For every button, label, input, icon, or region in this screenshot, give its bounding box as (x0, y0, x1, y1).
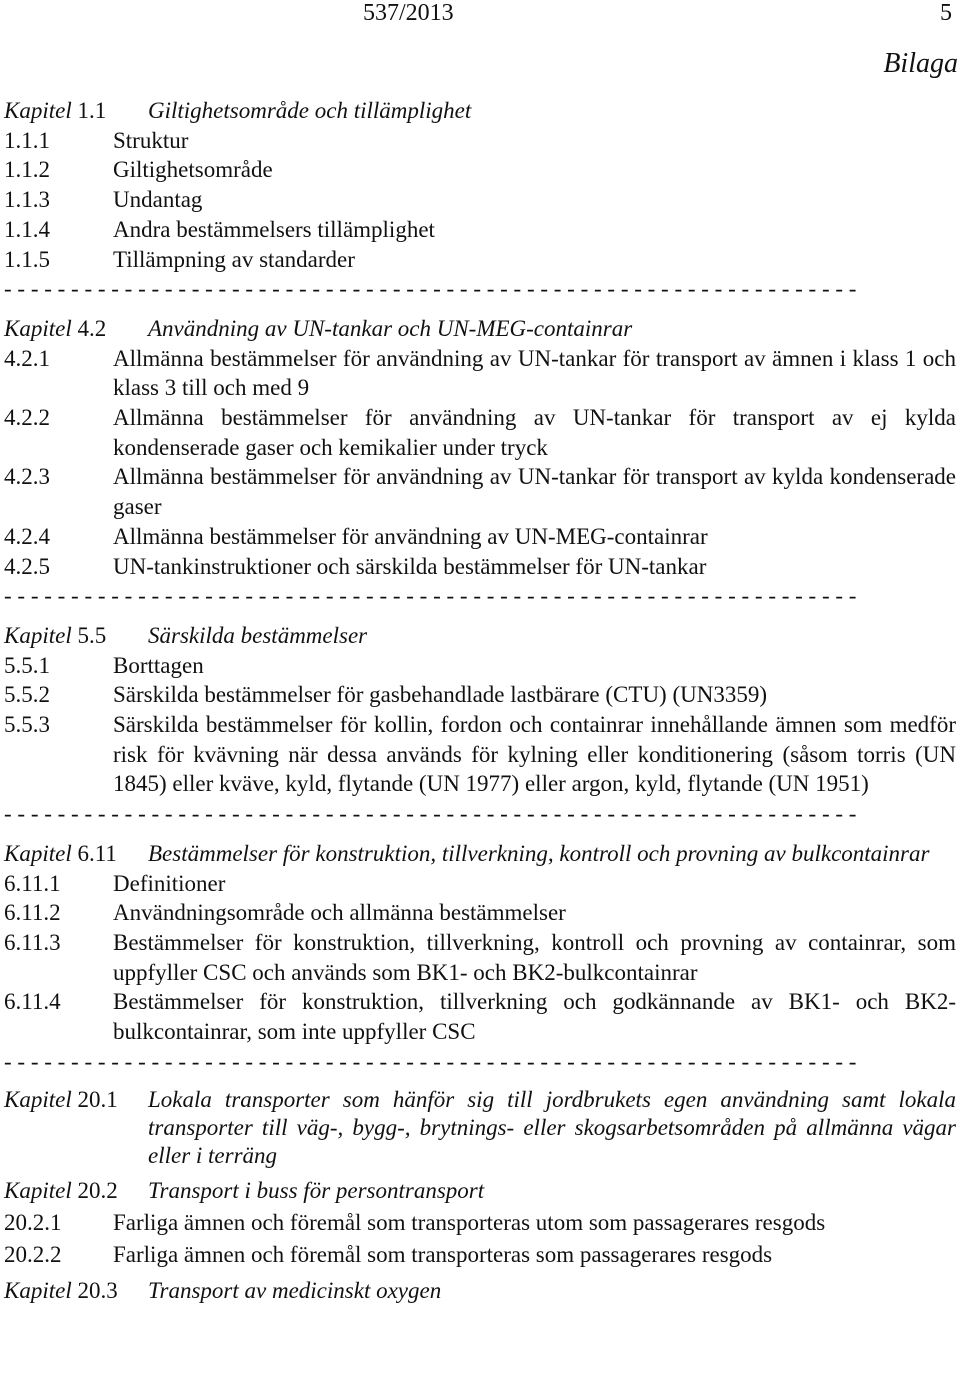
chapter-label: Kapitel (4, 1178, 72, 1204)
chapter-title: Lokala transporter som hänför sig till jordbrukets egen användning samt lokala transporter till väg-, bygg-, brytnings- eller skogsarbetsområden på allmänna vägar eller i terräng (148, 1087, 956, 1169)
section-chapter-5-5 (4, 621, 956, 829)
item-number: 4.2.3 (4, 464, 50, 490)
document-number: 537/2013 (363, 0, 454, 26)
item-text: Särskilda bestämmelser för gasbehandlade lastbärare (CTU) (UN3359) (113, 682, 767, 708)
item-text: Tillämpning av standarder (113, 246, 355, 272)
list-item (4, 126, 956, 156)
item-text: Allmänna bestämmelser för användning av UN-tankar för transport av kylda kondenserade gaser (113, 464, 956, 520)
list-item (4, 987, 956, 1046)
spacer (4, 611, 956, 621)
item-number: 1.1.5 (4, 246, 50, 272)
list-item (4, 1208, 956, 1238)
chapter-title: Användning av UN-tankar och UN-MEG-containrar (148, 315, 633, 341)
chapter-heading (4, 1086, 956, 1170)
chapter-number: 5.5 (77, 622, 107, 648)
chapter-heading (4, 1276, 956, 1306)
chapter-title: Transport av medicinskt oxygen (148, 1277, 442, 1303)
item-number: 5.5.2 (4, 682, 50, 708)
list-item (4, 928, 956, 987)
item-number: 1.1.3 (4, 187, 50, 213)
dashed-separator: - - - - - - - - - - - - - - - - - - - - - - - - - - - - - - - - - - - - - - - - - - - - - - - - - - - - - - - - - - - - - - - - (4, 801, 857, 827)
list-item (4, 522, 956, 552)
chapter-title: Giltighetsområde och tillämplighet (148, 98, 472, 123)
chapter-number: 6.11 (77, 840, 117, 866)
item-text: Allmänna bestämmelser för användning av UN-tankar för transport av ej kylda kondenserade gaser och kemikalier under tryck (113, 405, 956, 460)
chapter-label: Kapitel (4, 1277, 72, 1303)
section-chapter-6-11 (4, 839, 956, 1077)
chapter-heading (4, 839, 956, 869)
dashed-separator: - - - - - - - - - - - - - - - - - - - - - - - - - - - - - - - - - - - - - - - - - - - - - - - - - - - - - - - - - - - - - - - - (4, 583, 857, 609)
chapter-label: Kapitel (4, 840, 72, 866)
dashed-separator: - - - - - - - - - - - - - - - - - - - - - - - - - - - - - - - - - - - - - - - - - - - - - - - - - - - - - - - - - - - - - - - - (4, 276, 857, 302)
item-number: 1.1.1 (4, 127, 50, 153)
item-number: 1.1.2 (4, 157, 50, 183)
item-text: Struktur (113, 127, 189, 153)
chapter-label: Kapitel (4, 98, 72, 123)
item-number: 6.11.2 (4, 900, 61, 926)
chapter-heading (4, 621, 956, 651)
list-item (4, 403, 956, 462)
table-of-contents (4, 94, 956, 1305)
list-item (4, 155, 956, 185)
chapter-label: Kapitel (4, 1087, 72, 1113)
item-text: Farliga ämnen och föremål som transporteras som passagerares resgods (113, 1241, 773, 1267)
spacer (4, 829, 956, 839)
page-number: 5 (940, 0, 952, 26)
chapter-label: Kapitel (4, 622, 72, 648)
item-number: 5.5.1 (4, 652, 50, 678)
item-number: 4.2.1 (4, 345, 50, 371)
section-chapter-1-1 (4, 96, 956, 304)
section-chapter-20-2 (4, 1176, 956, 1269)
chapter-title: Bestämmelser för konstruktion, tillverkning, kontroll och provning av bulkcontainrar (148, 840, 930, 866)
item-text: Undantag (113, 187, 203, 213)
list-item (4, 215, 956, 245)
list-item (4, 710, 956, 799)
list-item (4, 552, 956, 582)
section-chapter-20-1 (4, 1086, 956, 1170)
section-chapter-20-3 (4, 1276, 956, 1306)
list-item (4, 462, 956, 521)
chapter-heading (4, 314, 956, 344)
appendix-label: Bilaga (883, 48, 958, 79)
item-number: 4.2.5 (4, 553, 50, 579)
chapter-number: 1.1 (77, 98, 107, 123)
list-item (4, 185, 956, 215)
list-item (4, 898, 956, 928)
item-number: 5.5.3 (4, 712, 50, 738)
item-number: 4.2.4 (4, 523, 50, 549)
list-item (4, 680, 956, 710)
item-text: Allmänna bestämmelser för användning av UN-MEG-containrar (113, 523, 708, 549)
chapter-number: 20.2 (77, 1178, 118, 1204)
list-item (4, 1240, 956, 1270)
item-text: Farliga ämnen och föremål som transporteras utom som passagerares resgods (113, 1210, 826, 1236)
list-item (4, 344, 956, 403)
item-text: Bestämmelser för konstruktion, tillverkning, kontroll och provning av containrar, som uppfyller CSC och används som BK1- och BK2-bulkcontainrar (113, 929, 956, 985)
item-number: 6.11.1 (4, 870, 61, 896)
item-text: Definitioner (113, 870, 226, 896)
item-text: Särskilda bestämmelser för kollin, fordon och containrar innehållande ämnen som medför risk för kvävning när dessa används för kylning eller konditionering (såsom torris (UN 1845) eller kväve, kyld, flytande (UN 1977) eller argon, kyld, flytande (UN 1951) (113, 712, 956, 797)
spacer (4, 304, 956, 314)
list-item (4, 245, 956, 275)
chapter-label: Kapitel (4, 315, 72, 341)
list-item (4, 651, 956, 681)
item-text: Borttagen (113, 652, 204, 678)
chapter-title: Särskilda bestämmelser (148, 622, 368, 648)
item-text: UN-tankinstruktioner och särskilda bestämmelser för UN-tankar (113, 553, 707, 579)
item-text: Giltighetsområde (113, 157, 273, 183)
chapter-heading (4, 1176, 956, 1206)
chapter-number: 20.1 (77, 1087, 118, 1113)
item-text: Användningsområde och allmänna bestämmelser (113, 900, 566, 926)
spacer (4, 1076, 956, 1086)
dashed-separator: - - - - - - - - - - - - - - - - - - - - - - - - - - - - - - - - - - - - - - - - - - - - - - - - - - - - - - - - - - - - - - - - (4, 1048, 857, 1074)
item-number: 20.2.2 (4, 1241, 62, 1267)
item-number: 20.2.1 (4, 1210, 62, 1236)
item-number: 4.2.2 (4, 405, 50, 431)
item-text: Allmänna bestämmelser för användning av UN-tankar för transport av ämnen i klass 1 och klass 3 till och med 9 (113, 345, 956, 401)
item-text: Andra bestämmelsers tillämplighet (113, 216, 435, 242)
chapter-number: 4.2 (77, 315, 107, 341)
chapter-title: Transport i buss för persontransport (148, 1178, 485, 1204)
chapter-number: 20.3 (77, 1277, 118, 1303)
item-number: 6.11.3 (4, 929, 61, 955)
chapter-heading (4, 96, 956, 126)
item-number: 1.1.4 (4, 216, 50, 242)
item-text: Bestämmelser för konstruktion, tillverkning och godkännande av BK1- och BK2- bulkcontainrar, som inte uppfyller CSC (113, 989, 956, 1045)
section-chapter-4-2 (4, 314, 956, 611)
list-item (4, 869, 956, 899)
item-number: 6.11.4 (4, 989, 61, 1015)
